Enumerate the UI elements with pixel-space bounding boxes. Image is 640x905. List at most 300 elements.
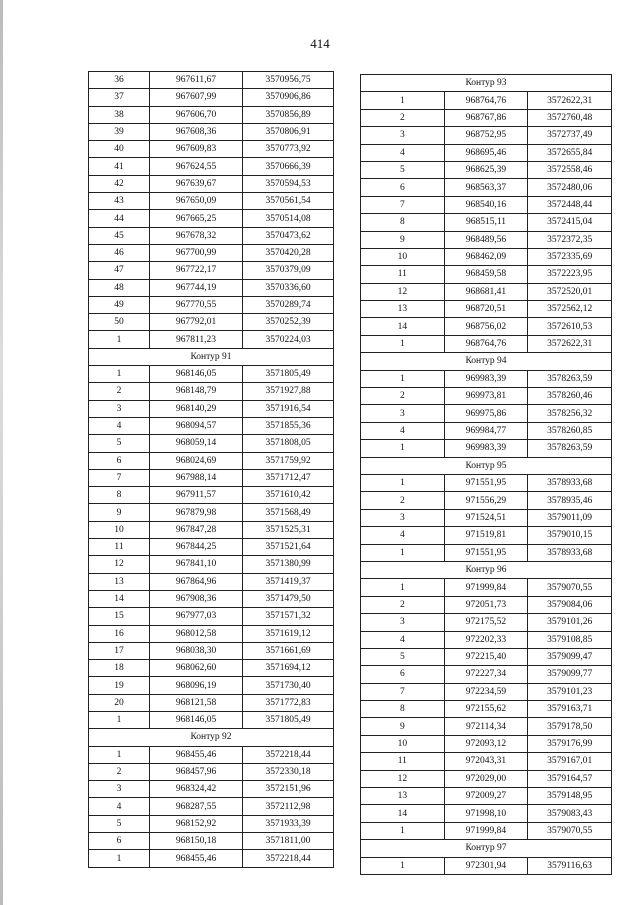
point-number: 36 (89, 72, 150, 89)
table-row (89, 850, 334, 867)
table-row (89, 314, 334, 331)
y-coordinate: 3578263,59 (528, 440, 612, 457)
y-coordinate: 3570906,86 (243, 89, 334, 106)
table-row (361, 596, 612, 613)
point-number: 3 (361, 405, 445, 422)
point-number: 2 (361, 596, 445, 613)
x-coordinate: 969983,39 (444, 370, 528, 387)
contour-title: Контур 95 (361, 457, 612, 474)
point-number: 6 (89, 833, 150, 850)
table-row (89, 417, 334, 434)
x-coordinate: 968459,58 (444, 266, 528, 283)
point-number: 5 (89, 435, 150, 452)
point-number: 3 (89, 781, 150, 798)
table-row (361, 144, 612, 161)
table-row (361, 161, 612, 178)
x-coordinate: 967607,99 (150, 89, 243, 106)
x-coordinate: 968720,51 (444, 301, 528, 318)
x-coordinate: 967908,36 (150, 590, 243, 607)
table-row (361, 631, 612, 648)
x-coordinate: 967911,57 (150, 487, 243, 504)
point-number: 12 (89, 556, 150, 573)
point-number: 6 (361, 179, 445, 196)
table-row (361, 544, 612, 561)
y-coordinate: 3572218,44 (243, 850, 334, 867)
point-number: 2 (361, 109, 445, 126)
point-number: 9 (361, 231, 445, 248)
y-coordinate: 3571933,39 (243, 815, 334, 832)
coordinates-table-right (360, 74, 612, 875)
y-coordinate: 3571419,37 (243, 573, 334, 590)
table-row (89, 383, 334, 400)
x-coordinate: 967665,25 (150, 210, 243, 227)
y-coordinate: 3579176,99 (528, 735, 612, 752)
x-coordinate: 972009,27 (444, 788, 528, 805)
table-row (361, 92, 612, 109)
x-coordinate: 968150,18 (150, 833, 243, 850)
point-number: 14 (361, 318, 445, 335)
point-number: 5 (89, 815, 150, 832)
x-coordinate: 967811,23 (150, 331, 243, 348)
point-number: 9 (89, 504, 150, 521)
point-number: 4 (361, 422, 445, 439)
table-row (361, 405, 612, 422)
x-coordinate: 967844,25 (150, 539, 243, 556)
coordinates-table-left (88, 71, 334, 868)
y-coordinate: 3571759,92 (243, 452, 334, 469)
y-coordinate: 3571525,31 (243, 521, 334, 538)
table-row (89, 296, 334, 313)
table-row (89, 694, 334, 711)
y-coordinate: 3571805,49 (243, 366, 334, 383)
table-row (361, 196, 612, 213)
x-coordinate: 967700,99 (150, 244, 243, 261)
x-coordinate: 971524,51 (444, 509, 528, 526)
x-coordinate: 968756,02 (444, 318, 528, 335)
table-row (89, 677, 334, 694)
x-coordinate: 969983,39 (444, 440, 528, 457)
y-coordinate: 3570773,92 (243, 141, 334, 158)
point-number: 5 (361, 161, 445, 178)
point-number: 1 (361, 857, 445, 874)
point-number: 8 (361, 214, 445, 231)
point-number: 20 (89, 694, 150, 711)
table-row (89, 175, 334, 192)
table-row (89, 521, 334, 538)
table-row (89, 504, 334, 521)
x-coordinate: 971998,10 (444, 805, 528, 822)
point-number: 7 (361, 683, 445, 700)
point-number: 1 (89, 711, 150, 728)
point-number: 40 (89, 141, 150, 158)
x-coordinate: 968059,14 (150, 435, 243, 452)
x-coordinate: 968038,30 (150, 642, 243, 659)
x-coordinate: 972029,00 (444, 770, 528, 787)
x-coordinate: 967864,96 (150, 573, 243, 590)
y-coordinate: 3571712,47 (243, 469, 334, 486)
y-coordinate: 3570473,62 (243, 227, 334, 244)
point-number: 1 (361, 544, 445, 561)
table-row (89, 210, 334, 227)
point-number: 1 (361, 579, 445, 596)
y-coordinate: 3570379,09 (243, 262, 334, 279)
x-coordinate: 968764,76 (444, 92, 528, 109)
point-number: 10 (361, 248, 445, 265)
point-number: 11 (361, 753, 445, 770)
point-number: 4 (361, 144, 445, 161)
point-number: 1 (89, 366, 150, 383)
x-coordinate: 968681,41 (444, 283, 528, 300)
table-row (361, 248, 612, 265)
y-coordinate: 3579163,71 (528, 701, 612, 718)
x-coordinate: 972301,94 (444, 857, 528, 874)
table-row (89, 89, 334, 106)
y-coordinate: 3579116,63 (528, 857, 612, 874)
y-coordinate: 3571927,88 (243, 383, 334, 400)
x-coordinate: 968540,16 (444, 196, 528, 213)
x-coordinate: 967770,55 (150, 296, 243, 313)
contour-header-row (89, 348, 334, 365)
point-number: 15 (89, 608, 150, 625)
y-coordinate: 3572622,31 (528, 92, 612, 109)
y-coordinate: 3571772,83 (243, 694, 334, 711)
contour-title: Контур 97 (361, 840, 612, 857)
table-row (361, 214, 612, 231)
y-coordinate: 3572151,96 (243, 781, 334, 798)
contour-title: Контур 92 (89, 729, 334, 746)
y-coordinate: 3572112,98 (243, 798, 334, 815)
y-coordinate: 3571805,49 (243, 711, 334, 728)
x-coordinate: 968024,69 (150, 452, 243, 469)
y-coordinate: 3571694,12 (243, 660, 334, 677)
point-number: 12 (361, 770, 445, 787)
x-coordinate: 971519,81 (444, 527, 528, 544)
point-number: 4 (361, 527, 445, 544)
table-row (89, 746, 334, 763)
x-coordinate: 967678,32 (150, 227, 243, 244)
x-coordinate: 972155,62 (444, 701, 528, 718)
point-number: 5 (361, 648, 445, 665)
table-row (361, 614, 612, 631)
table-row (89, 642, 334, 659)
y-coordinate: 3570594,53 (243, 175, 334, 192)
y-coordinate: 3570420,28 (243, 244, 334, 261)
point-number: 1 (89, 331, 150, 348)
table-row (89, 660, 334, 677)
y-coordinate: 3578935,46 (528, 492, 612, 509)
table-row (89, 711, 334, 728)
table-row (89, 262, 334, 279)
x-coordinate: 967639,67 (150, 175, 243, 192)
contour-header-row (89, 729, 334, 746)
table-row (89, 366, 334, 383)
x-coordinate: 968489,56 (444, 231, 528, 248)
x-coordinate: 967624,55 (150, 158, 243, 175)
x-coordinate: 971999,84 (444, 579, 528, 596)
y-coordinate: 3572760,48 (528, 109, 612, 126)
y-coordinate: 3579099,47 (528, 648, 612, 665)
point-number: 42 (89, 175, 150, 192)
y-coordinate: 3579164,57 (528, 770, 612, 787)
x-coordinate: 968140,29 (150, 400, 243, 417)
x-coordinate: 972051,73 (444, 596, 528, 613)
x-coordinate: 968152,92 (150, 815, 243, 832)
table-row (89, 469, 334, 486)
table-row (89, 815, 334, 832)
table-row (361, 301, 612, 318)
x-coordinate: 967609,83 (150, 141, 243, 158)
x-coordinate: 972234,59 (444, 683, 528, 700)
point-number: 48 (89, 279, 150, 296)
table-row (361, 753, 612, 770)
x-coordinate: 968062,60 (150, 660, 243, 677)
x-coordinate: 968462,09 (444, 248, 528, 265)
x-coordinate: 968695,46 (444, 144, 528, 161)
table-row (361, 666, 612, 683)
table-row (89, 141, 334, 158)
y-coordinate: 3579099,77 (528, 666, 612, 683)
table-row (361, 509, 612, 526)
table-row (89, 279, 334, 296)
table-row (361, 127, 612, 144)
table-row (89, 833, 334, 850)
point-number: 13 (361, 788, 445, 805)
table-row (89, 539, 334, 556)
point-number: 3 (361, 509, 445, 526)
point-number: 1 (361, 440, 445, 457)
point-number: 13 (89, 573, 150, 590)
table-row (361, 683, 612, 700)
table-row (361, 805, 612, 822)
x-coordinate: 967847,28 (150, 521, 243, 538)
y-coordinate: 3579011,09 (528, 509, 612, 526)
y-coordinate: 3572737,49 (528, 127, 612, 144)
table-row (361, 109, 612, 126)
y-coordinate: 3571571,32 (243, 608, 334, 625)
table-row (361, 788, 612, 805)
x-coordinate: 968752,95 (444, 127, 528, 144)
point-number: 18 (89, 660, 150, 677)
x-coordinate: 967744,19 (150, 279, 243, 296)
table-row (89, 244, 334, 261)
y-coordinate: 3572330,18 (243, 763, 334, 780)
table-row (89, 625, 334, 642)
table-row (361, 527, 612, 544)
y-coordinate: 3570514,08 (243, 210, 334, 227)
x-coordinate: 967988,14 (150, 469, 243, 486)
x-coordinate: 969984,77 (444, 422, 528, 439)
point-number: 3 (361, 127, 445, 144)
point-number: 38 (89, 106, 150, 123)
table-row (89, 452, 334, 469)
table-row (361, 474, 612, 491)
x-coordinate: 968767,86 (444, 109, 528, 126)
point-number: 1 (361, 370, 445, 387)
y-coordinate: 3570856,89 (243, 106, 334, 123)
y-coordinate: 3572372,35 (528, 231, 612, 248)
x-coordinate: 967792,01 (150, 314, 243, 331)
point-number: 7 (89, 469, 150, 486)
x-coordinate: 967650,09 (150, 193, 243, 210)
point-number: 6 (89, 452, 150, 469)
table-row (89, 193, 334, 210)
table-row (89, 227, 334, 244)
y-coordinate: 3572448,44 (528, 196, 612, 213)
y-coordinate: 3572415,04 (528, 214, 612, 231)
table-row (361, 388, 612, 405)
point-number: 17 (89, 642, 150, 659)
y-coordinate: 3571568,49 (243, 504, 334, 521)
y-coordinate: 3572655,84 (528, 144, 612, 161)
point-number: 41 (89, 158, 150, 175)
point-number: 10 (89, 521, 150, 538)
y-coordinate: 3579070,55 (528, 579, 612, 596)
point-number: 11 (89, 539, 150, 556)
y-coordinate: 3570956,75 (243, 72, 334, 89)
y-coordinate: 3572480,06 (528, 179, 612, 196)
table-row (361, 370, 612, 387)
point-number: 49 (89, 296, 150, 313)
contour-title: Контур 91 (89, 348, 334, 365)
y-coordinate: 3572622,31 (528, 335, 612, 352)
y-coordinate: 3579101,26 (528, 614, 612, 631)
page-number: 414 (310, 36, 330, 51)
y-coordinate: 3572335,69 (528, 248, 612, 265)
y-coordinate: 3571808,05 (243, 435, 334, 452)
x-coordinate: 968457,96 (150, 763, 243, 780)
y-coordinate: 3579010,15 (528, 527, 612, 544)
table-row (89, 487, 334, 504)
y-coordinate: 3578256,32 (528, 405, 612, 422)
table-row (89, 400, 334, 417)
table-row (89, 556, 334, 573)
point-number: 7 (361, 196, 445, 213)
point-number: 8 (361, 701, 445, 718)
y-coordinate: 3579083,43 (528, 805, 612, 822)
y-coordinate: 3572610,53 (528, 318, 612, 335)
contour-title: Контур 93 (361, 75, 612, 92)
table-row (361, 770, 612, 787)
point-number: 1 (361, 822, 445, 839)
x-coordinate: 969975,86 (444, 405, 528, 422)
table-row (361, 231, 612, 248)
x-coordinate: 971551,95 (444, 474, 528, 491)
point-number: 39 (89, 123, 150, 140)
y-coordinate: 3579084,06 (528, 596, 612, 613)
x-coordinate: 968563,37 (444, 179, 528, 196)
point-number: 3 (89, 400, 150, 417)
table-row (361, 735, 612, 752)
x-coordinate: 968455,46 (150, 850, 243, 867)
point-number: 44 (89, 210, 150, 227)
point-number: 4 (89, 417, 150, 434)
y-coordinate: 3578263,59 (528, 370, 612, 387)
table-row (89, 590, 334, 607)
contour-title: Контур 96 (361, 561, 612, 578)
y-coordinate: 3570224,03 (243, 331, 334, 348)
table-row (361, 283, 612, 300)
x-coordinate: 972202,33 (444, 631, 528, 648)
y-coordinate: 3572562,12 (528, 301, 612, 318)
table-row (89, 608, 334, 625)
point-number: 37 (89, 89, 150, 106)
y-coordinate: 3571610,42 (243, 487, 334, 504)
table-row (89, 106, 334, 123)
point-number: 1 (361, 92, 445, 109)
y-coordinate: 3579070,55 (528, 822, 612, 839)
contour-header-row (361, 840, 612, 857)
point-number: 8 (89, 487, 150, 504)
point-number: 2 (361, 492, 445, 509)
x-coordinate: 972227,34 (444, 666, 528, 683)
y-coordinate: 3571730,40 (243, 677, 334, 694)
point-number: 13 (361, 301, 445, 318)
y-coordinate: 3571811,00 (243, 833, 334, 850)
y-coordinate: 3572558,46 (528, 161, 612, 178)
point-number: 47 (89, 262, 150, 279)
x-coordinate: 968096,19 (150, 677, 243, 694)
table-row (361, 579, 612, 596)
point-number: 4 (89, 798, 150, 815)
x-coordinate: 967977,03 (150, 608, 243, 625)
x-coordinate: 969973,81 (444, 388, 528, 405)
x-coordinate: 968121,58 (150, 694, 243, 711)
x-coordinate: 967608,36 (150, 123, 243, 140)
y-coordinate: 3578260,85 (528, 422, 612, 439)
y-coordinate: 3579178,50 (528, 718, 612, 735)
table-row (89, 123, 334, 140)
contour-header-row (361, 75, 612, 92)
x-coordinate: 972175,52 (444, 614, 528, 631)
table-row (89, 435, 334, 452)
table-row (89, 573, 334, 590)
table-row (89, 798, 334, 815)
table-row (361, 718, 612, 735)
y-coordinate: 3571855,36 (243, 417, 334, 434)
y-coordinate: 3579108,85 (528, 631, 612, 648)
y-coordinate: 3579148,95 (528, 788, 612, 805)
x-coordinate: 967722,17 (150, 262, 243, 279)
table-row (361, 857, 612, 874)
x-coordinate: 968146,05 (150, 711, 243, 728)
contour-title: Контур 94 (361, 353, 612, 370)
table-row (89, 158, 334, 175)
point-number: 11 (361, 266, 445, 283)
x-coordinate: 968148,79 (150, 383, 243, 400)
x-coordinate: 971551,95 (444, 544, 528, 561)
point-number: 19 (89, 677, 150, 694)
x-coordinate: 968625,39 (444, 161, 528, 178)
x-coordinate: 968324,42 (150, 781, 243, 798)
x-coordinate: 971999,84 (444, 822, 528, 839)
point-number: 1 (89, 746, 150, 763)
y-coordinate: 3578260,46 (528, 388, 612, 405)
table-row (361, 440, 612, 457)
y-coordinate: 3579101,23 (528, 683, 612, 700)
point-number: 14 (89, 590, 150, 607)
point-number: 46 (89, 244, 150, 261)
page-scan-edge (0, 0, 3, 905)
point-number: 1 (89, 850, 150, 867)
x-coordinate: 968012,58 (150, 625, 243, 642)
x-coordinate: 968287,55 (150, 798, 243, 815)
y-coordinate: 3572223,95 (528, 266, 612, 283)
y-coordinate: 3571916,54 (243, 400, 334, 417)
table-row (89, 331, 334, 348)
point-number: 50 (89, 314, 150, 331)
y-coordinate: 3571521,64 (243, 539, 334, 556)
y-coordinate: 3570289,74 (243, 296, 334, 313)
